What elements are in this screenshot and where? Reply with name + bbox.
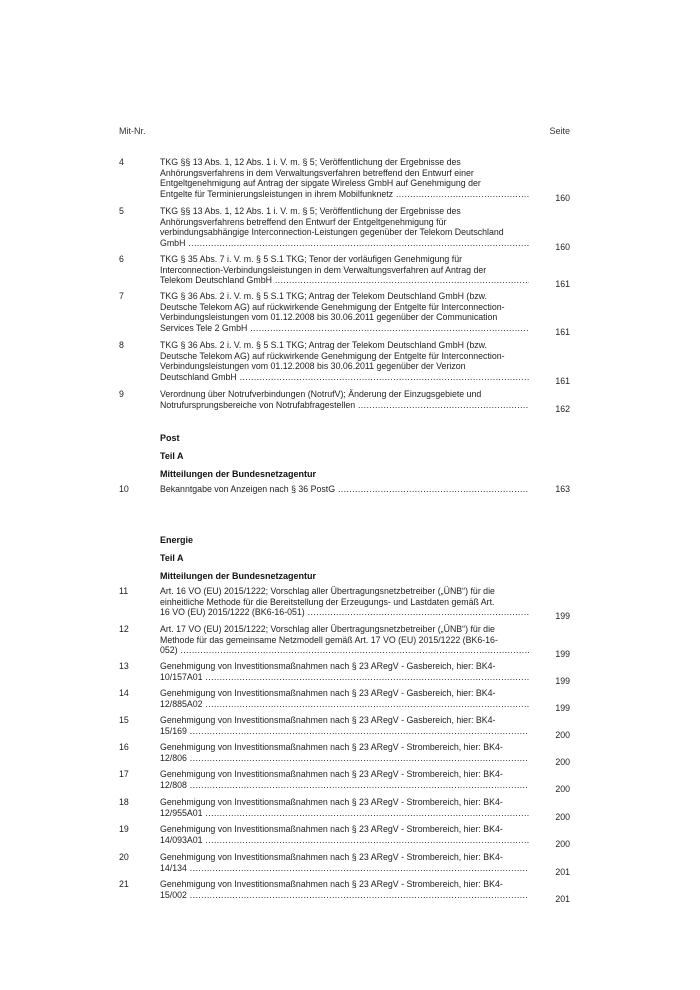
entry-title-line: Genehmigung von Investitionsmaßnahmen nach § 23 ARegV - Strombereich, hier: BK4-: [160, 742, 503, 752]
entry-page-number: 160: [555, 192, 570, 203]
entry-number: 6: [119, 254, 124, 264]
entry-number: 19: [119, 824, 129, 834]
entry-page-number: 200: [555, 729, 570, 740]
column-header-mit-nr: Mit-Nr.: [119, 126, 146, 136]
entry-title-line: Notrufursprungsbereiche von Notrufabfragestellen .....: [160, 400, 529, 411]
entry-title-line: Genehmigung von Investitionsmaßnahmen nach § 23 ARegV - Strombereich, hier: BK4-: [160, 769, 503, 779]
entry-page-number: 201: [555, 893, 570, 904]
entry-title-line: Deutsche Telekom AG) auf rückwirkende Genehmigung der Entgelte für Interconnection-: [160, 301, 505, 312]
entry-title-line: Entgelte für Terminierungsleistungen in ihrem Mobilfunknetz .....: [160, 189, 529, 200]
entry-title-line: TKG § 36 Abs. 2 i. V. m. § 5 S.1 TKG; Antrag der Telekom Deutschland GmbH (bzw.: [160, 340, 487, 350]
entry-number: 13: [119, 661, 129, 671]
section-heading-energie: Energie: [160, 535, 194, 545]
section-heading-post: Post: [160, 433, 180, 443]
entry-title-line: GmbH .....: [160, 238, 529, 249]
entry-title-line: 14/093A01 .....: [160, 835, 529, 846]
entry-title-line: 16 VO (EU) 2015/1222 (BK6-16-051) .....: [160, 607, 529, 618]
entry-title-line: Services Tele 2 GmbH .....: [160, 323, 529, 334]
entry-title: [160, 797, 529, 818]
entry-title-line: Deutsche Telekom AG) auf rückwirkende Genehmigung der Entgelte für Interconnection-: [160, 350, 505, 361]
entry-title-line: 12/885A02 .....: [160, 699, 529, 710]
entry-number: 11: [119, 586, 129, 596]
column-header-seite: Seite: [549, 126, 570, 136]
entry-page-number: 161: [555, 326, 570, 337]
entry-title: [160, 661, 529, 682]
entry-page-number: 199: [555, 675, 570, 686]
entry-number: 4: [119, 157, 124, 167]
entry-page-number: 199: [555, 702, 570, 713]
entry-title-line: 10/157A01 .....: [160, 672, 529, 683]
entry-title: [160, 484, 529, 495]
entry-title: [160, 624, 529, 656]
entry-title-line: einheitliche Methode für die Bereitstellung der Erzeugungs- und Lastdaten gemäß Art.: [160, 596, 495, 607]
entry-page-number: 161: [555, 375, 570, 386]
entry-title-line: Entgeltgenehmigung auf Antrag der sipgate Wireless GmbH auf Genehmigung der: [160, 178, 481, 189]
entry-title: [160, 715, 529, 736]
entry-title-line: 12/955A01 .....: [160, 808, 529, 819]
entry-title: [160, 340, 529, 382]
entry-page-number: 201: [555, 866, 570, 877]
entry-title: [160, 824, 529, 845]
entry-page-number: 199: [555, 649, 570, 660]
entry-title-line: Genehmigung von Investitionsmaßnahmen nach § 23 ARegV - Strombereich, hier: BK4-: [160, 879, 503, 889]
entry-title-line: Art. 17 VO (EU) 2015/1222; Vorschlag aller Übertragungsnetzbetreiber („ÜNB“) für die: [160, 624, 495, 634]
entry-page-number: 160: [555, 241, 570, 252]
entry-number: 7: [119, 291, 124, 301]
entry-page-number: 199: [555, 611, 570, 622]
entry-title-line: Anhörungsverfahrens in dem Verwaltungsverfahren betreffend den Entwurf einer: [160, 167, 474, 178]
entry-title: [160, 769, 529, 790]
entry-page-number: 200: [555, 756, 570, 767]
section-sub-post: Mitteilungen der Bundesnetzagentur: [160, 469, 317, 479]
entry-title-line: Anhörungsverfahrens betreffend den Entwurf der Entgeltgenehmigung für: [160, 216, 447, 227]
entry-title: [160, 254, 529, 286]
entry-title-line: 14/134 .....: [160, 863, 529, 874]
entry-number: 5: [119, 206, 124, 216]
section-teil-energie: Teil A: [160, 553, 184, 563]
entry-title-line: Telekom Deutschland GmbH .....: [160, 275, 529, 286]
entry-title: [160, 879, 529, 900]
entry-title: [160, 206, 529, 248]
entry-title-line: TKG § 36 Abs. 2 i. V. m. § 5 S.1 TKG; Antrag der Telekom Deutschland GmbH (bzw.: [160, 291, 487, 301]
entry-title-line: Verbindungsleistungen vom 01.12.2008 bis 30.06.2011 gegenüber der Verizon: [160, 361, 466, 372]
entry-number: 20: [119, 852, 129, 862]
entry-title-line: 052) .....: [160, 645, 529, 656]
entry-title-line: verbindungsabhängige Interconnection-Leistungen gegenüber der Telekom Deutschland: [160, 227, 504, 238]
entry-page-number: 162: [555, 403, 570, 414]
entry-title-line: Genehmigung von Investitionsmaßnahmen nach § 23 ARegV - Strombereich, hier: BK4-: [160, 852, 503, 862]
entry-title-line: TKG § 35 Abs. 7 i. V. m. § 5 S.1 TKG; Tenor der vorläufigen Genehmigung für: [160, 254, 463, 264]
entry-title-line: Genehmigung von Investitionsmaßnahmen nach § 23 ARegV - Gasbereich, hier: BK4-: [160, 688, 496, 698]
entry-title-line: TKG §§ 13 Abs. 1, 12 Abs. 1 i. V. m. § 5; Veröffentlichung der Ergebnisse des: [160, 157, 461, 167]
entry-title-line: Bekanntgabe von Anzeigen nach § 36 PostG .....: [160, 484, 529, 495]
entry-title-line: Genehmigung von Investitionsmaßnahmen nach § 23 ARegV - Strombereich, hier: BK4-: [160, 824, 503, 834]
entry-title: [160, 688, 529, 709]
entry-title-line: Interconnection-Verbindungsleistungen in dem Verwaltungsverfahren auf Antrag der: [160, 264, 487, 275]
entry-title-line: 12/808 .....: [160, 780, 529, 791]
entry-number: 15: [119, 715, 129, 725]
entry-number: 9: [119, 389, 124, 399]
entry-page-number: 200: [555, 811, 570, 822]
entry-title: [160, 157, 529, 199]
entry-page-number: 161: [555, 279, 570, 290]
entry-number: 14: [119, 688, 129, 698]
entry-title-line: Art. 16 VO (EU) 2015/1222; Vorschlag aller Übertragungsnetzbetreiber („ÜNB“) für die: [160, 586, 495, 596]
entry-title-line: Verbindungsleistungen vom 01.12.2008 bis 30.06.2011 gegenüber der Communication: [160, 312, 498, 323]
entry-title: [160, 852, 529, 873]
entry-page-number: 200: [555, 838, 570, 849]
entry-title-line: Verordnung über Notrufverbindungen (NotrufV); Änderung der Einzugsgebiete und: [160, 389, 482, 399]
entry-title-line: Deutschland GmbH .....: [160, 372, 529, 383]
section-teil-post: Teil A: [160, 451, 184, 461]
entry-number: 10: [119, 484, 129, 494]
entry-number: 21: [119, 879, 129, 889]
entry-title-line: Genehmigung von Investitionsmaßnahmen nach § 23 ARegV - Gasbereich, hier: BK4-: [160, 715, 496, 725]
section-sub-energie: Mitteilungen der Bundesnetzagentur: [160, 571, 317, 581]
entry-number: 8: [119, 340, 124, 350]
entry-title-line: Methode für das gemeinsame Netzmodell gemäß Art. 17 VO (EU) 2015/1222 (BK6-16-: [160, 634, 498, 645]
entry-title-line: 15/169 .....: [160, 726, 529, 737]
entry-number: 12: [119, 624, 129, 634]
entry-page-number: 200: [555, 783, 570, 794]
entry-title-line: Genehmigung von Investitionsmaßnahmen nach § 23 ARegV - Strombereich, hier: BK4-: [160, 797, 503, 807]
entry-page-number: 163: [555, 484, 570, 494]
entry-title-line: Genehmigung von Investitionsmaßnahmen nach § 23 ARegV - Gasbereich, hier: BK4-: [160, 661, 496, 671]
entry-title-line: 15/002 .....: [160, 890, 529, 901]
entry-title: [160, 586, 529, 618]
entry-title-line: 12/806 .....: [160, 753, 529, 764]
entry-title: [160, 389, 529, 410]
entry-title: [160, 742, 529, 763]
entry-number: 18: [119, 797, 129, 807]
entry-title: [160, 291, 529, 333]
entry-number: 17: [119, 769, 129, 779]
entry-title-line: TKG §§ 13 Abs. 1, 12 Abs. 1 i. V. m. § 5; Veröffentlichung der Ergebnisse des: [160, 206, 461, 216]
entry-number: 16: [119, 742, 129, 752]
